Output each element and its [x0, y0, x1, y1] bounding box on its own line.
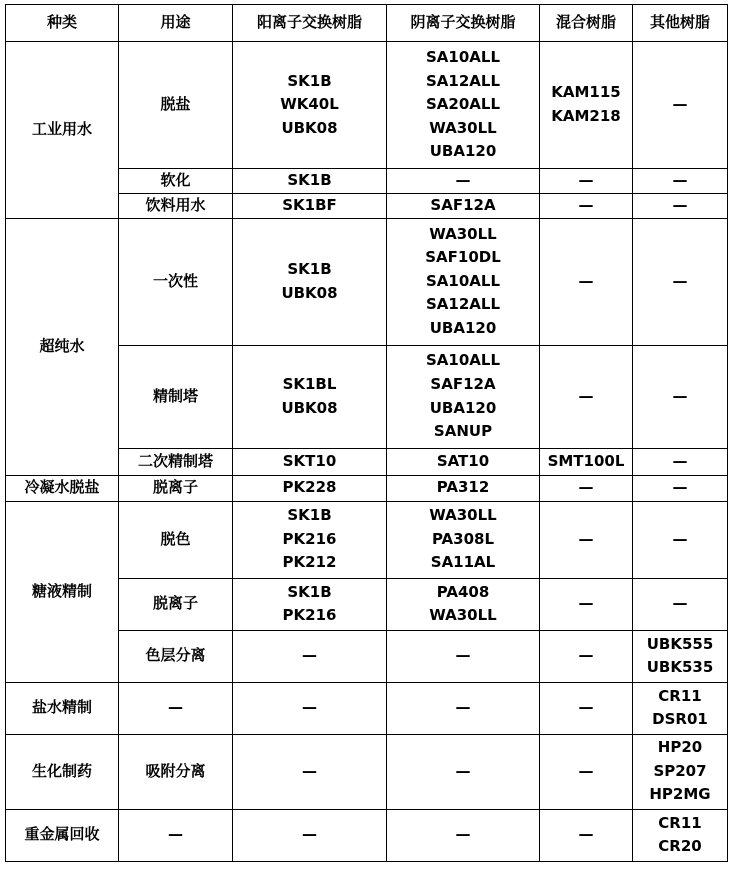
- mixed-cell: [540, 578, 633, 630]
- use-cell: —: [119, 809, 233, 861]
- table-row: [6, 734, 728, 809]
- resin-code: PK212: [282, 553, 337, 572]
- resin-code: —: [302, 698, 317, 717]
- resin-code: SP207: [653, 761, 707, 780]
- anion-cell: [387, 169, 540, 194]
- resin-code: SK1B: [287, 71, 332, 90]
- resin-code: CR20: [658, 837, 702, 856]
- use-cell: —: [119, 682, 233, 734]
- resin-code: —: [672, 594, 688, 613]
- resin-code: —: [578, 529, 594, 548]
- resin-code: SK1B: [287, 171, 332, 189]
- category-cell: 超纯水: [6, 218, 119, 475]
- table-row: [6, 682, 728, 734]
- resin-code: PA408: [436, 582, 490, 601]
- other-cell: [633, 809, 728, 861]
- table-row: [6, 218, 728, 345]
- other-cell: [633, 218, 728, 345]
- other-cell: [633, 501, 728, 578]
- resin-code: UBK535: [646, 658, 714, 677]
- resin-code: SA10ALL: [425, 351, 500, 370]
- other-cell: [633, 42, 728, 169]
- mixed-cell: [540, 682, 633, 734]
- resin-code: —: [302, 825, 317, 844]
- resin-code: UBA120: [429, 142, 497, 161]
- resin-code: —: [578, 761, 594, 780]
- resin-code: PK216: [282, 606, 337, 625]
- mixed-cell: [540, 501, 633, 578]
- table-body: [6, 42, 728, 862]
- cation-cell: [233, 218, 387, 345]
- mixed-cell: [540, 169, 633, 194]
- resin-code: SKT10: [282, 451, 337, 470]
- mixed-cell: [540, 475, 633, 501]
- header-anion-resin: 阴离子交换树脂: [387, 5, 540, 42]
- resin-code: —: [455, 698, 471, 717]
- header-mixed-resin: 混合树脂: [540, 5, 633, 42]
- mixed-cell: [540, 448, 633, 475]
- table-row: [6, 501, 728, 578]
- resin-code: UBK08: [281, 283, 338, 302]
- anion-cell: [387, 448, 540, 475]
- resin-code: —: [455, 761, 471, 780]
- cation-cell: [233, 475, 387, 501]
- resin-code: —: [672, 195, 688, 214]
- use-cell: 吸附分离: [119, 734, 233, 809]
- mixed-cell: [540, 809, 633, 861]
- category-cell: 糖液精制: [6, 501, 119, 682]
- resin-code: SA12ALL: [425, 295, 500, 314]
- other-cell: [633, 475, 728, 501]
- use-cell: 脱盐: [119, 42, 233, 169]
- other-cell: [633, 682, 728, 734]
- resin-code: PA308L: [431, 529, 495, 548]
- anion-cell: [387, 501, 540, 578]
- cation-cell: [233, 630, 387, 682]
- anion-cell: [387, 630, 540, 682]
- resin-code: SAT10: [436, 451, 490, 470]
- resin-code: —: [578, 271, 594, 290]
- resin-application-table: [5, 4, 728, 862]
- use-cell: 精制塔: [119, 345, 233, 448]
- anion-cell: [387, 682, 540, 734]
- resin-code: WA30LL: [429, 506, 497, 525]
- resin-code: SA12ALL: [425, 71, 500, 90]
- other-cell: [633, 345, 728, 448]
- resin-code: WK40L: [280, 95, 339, 114]
- resin-code: CR11: [658, 686, 702, 705]
- resin-code: SAF10DL: [425, 248, 501, 267]
- resin-code: KAM115: [551, 83, 621, 102]
- other-cell: [633, 193, 728, 218]
- resin-code: KAM218: [551, 107, 621, 125]
- resin-code: —: [672, 95, 688, 114]
- anion-cell: [387, 193, 540, 218]
- resin-code: SK1BL: [282, 375, 337, 393]
- resin-code: —: [578, 195, 594, 214]
- anion-cell: [387, 218, 540, 345]
- header-category: 种类: [6, 5, 119, 42]
- resin-code: PK216: [282, 529, 337, 548]
- mixed-cell: [540, 734, 633, 809]
- resin-code: —: [578, 825, 594, 844]
- cation-cell: [233, 169, 387, 194]
- resin-code: —: [672, 451, 688, 470]
- resin-code: WA30LL: [429, 224, 497, 243]
- cation-cell: [233, 193, 387, 218]
- use-cell: 饮料用水: [119, 193, 233, 218]
- resin-code: UBK08: [281, 118, 338, 137]
- resin-code: HP2MG: [649, 785, 711, 804]
- use-cell: 一次性: [119, 218, 233, 345]
- resin-code: PA312: [436, 478, 490, 497]
- other-cell: [633, 448, 728, 475]
- cation-cell: [233, 578, 387, 630]
- resin-code: DSR01: [652, 710, 708, 729]
- resin-code: SAF12A: [430, 195, 496, 214]
- cation-cell: [233, 345, 387, 448]
- cation-cell: [233, 734, 387, 809]
- header-use: 用途: [119, 5, 233, 42]
- use-cell: 脱离子: [119, 578, 233, 630]
- mixed-cell: [540, 193, 633, 218]
- mixed-cell: [540, 42, 633, 169]
- resin-code: —: [455, 171, 471, 189]
- resin-code: —: [578, 171, 594, 189]
- anion-cell: [387, 42, 540, 169]
- use-cell: 色层分离: [119, 630, 233, 682]
- resin-code: CR11: [658, 813, 702, 832]
- table-row: [6, 809, 728, 861]
- anion-cell: [387, 475, 540, 501]
- anion-cell: [387, 578, 540, 630]
- use-cell: 脱色: [119, 501, 233, 578]
- resin-code: SK1B: [287, 582, 332, 601]
- resin-code: HP20: [657, 738, 703, 757]
- resin-code: SK1B: [287, 506, 332, 525]
- resin-code: WA30LL: [429, 118, 497, 137]
- resin-code: UBK08: [281, 398, 338, 417]
- resin-code: —: [672, 478, 688, 497]
- other-cell: [633, 169, 728, 194]
- resin-code: —: [672, 386, 688, 405]
- resin-code: —: [672, 529, 688, 548]
- resin-code: SA20ALL: [425, 95, 500, 114]
- resin-code: —: [672, 171, 688, 189]
- resin-code: —: [302, 761, 317, 780]
- category-cell: 冷凝水脱盐: [6, 475, 119, 501]
- header-other-resin: 其他树脂: [633, 5, 728, 42]
- resin-code: SK1B: [287, 260, 332, 278]
- resin-code: UBA120: [429, 398, 497, 417]
- cation-cell: [233, 682, 387, 734]
- resin-code: WA30LL: [429, 606, 497, 625]
- other-cell: [633, 734, 728, 809]
- table-row: [6, 42, 728, 169]
- resin-code: —: [578, 594, 594, 613]
- header-cation-resin: 阳离子交换树脂: [233, 5, 387, 42]
- mixed-cell: [540, 630, 633, 682]
- cation-cell: [233, 501, 387, 578]
- cation-cell: [233, 42, 387, 169]
- resin-code: UBK555: [646, 634, 714, 653]
- use-cell: 软化: [119, 169, 233, 194]
- mixed-cell: [540, 345, 633, 448]
- resin-code: SMT100L: [547, 451, 625, 470]
- mixed-cell: [540, 218, 633, 345]
- table-row: [6, 475, 728, 501]
- other-cell: [633, 630, 728, 682]
- resin-code: —: [302, 646, 317, 665]
- resin-code: SA10ALL: [425, 271, 500, 290]
- category-cell: 生化制药: [6, 734, 119, 809]
- resin-code: SAF12A: [430, 375, 496, 393]
- resin-code: UBA120: [429, 318, 497, 337]
- cation-cell: [233, 448, 387, 475]
- resin-code: —: [578, 646, 594, 665]
- category-cell: 盐水精制: [6, 682, 119, 734]
- resin-code: —: [578, 478, 594, 497]
- resin-code: SANUP: [433, 422, 493, 441]
- resin-code: SK1BF: [282, 195, 337, 214]
- anion-cell: [387, 345, 540, 448]
- resin-code: —: [672, 271, 688, 290]
- resin-code: —: [578, 386, 594, 405]
- category-cell: 工业用水: [6, 42, 119, 219]
- resin-code: —: [578, 698, 594, 717]
- header-row: [6, 5, 728, 42]
- resin-code: —: [455, 646, 471, 665]
- resin-code: —: [455, 825, 471, 844]
- use-cell: 二次精制塔: [119, 448, 233, 475]
- anion-cell: [387, 809, 540, 861]
- resin-code: PK228: [282, 478, 337, 497]
- category-cell: 重金属回收: [6, 809, 119, 861]
- cation-cell: [233, 809, 387, 861]
- resin-code: SA11AL: [430, 553, 496, 572]
- other-cell: [633, 578, 728, 630]
- anion-cell: [387, 734, 540, 809]
- use-cell: 脱离子: [119, 475, 233, 501]
- resin-code: SA10ALL: [425, 48, 500, 67]
